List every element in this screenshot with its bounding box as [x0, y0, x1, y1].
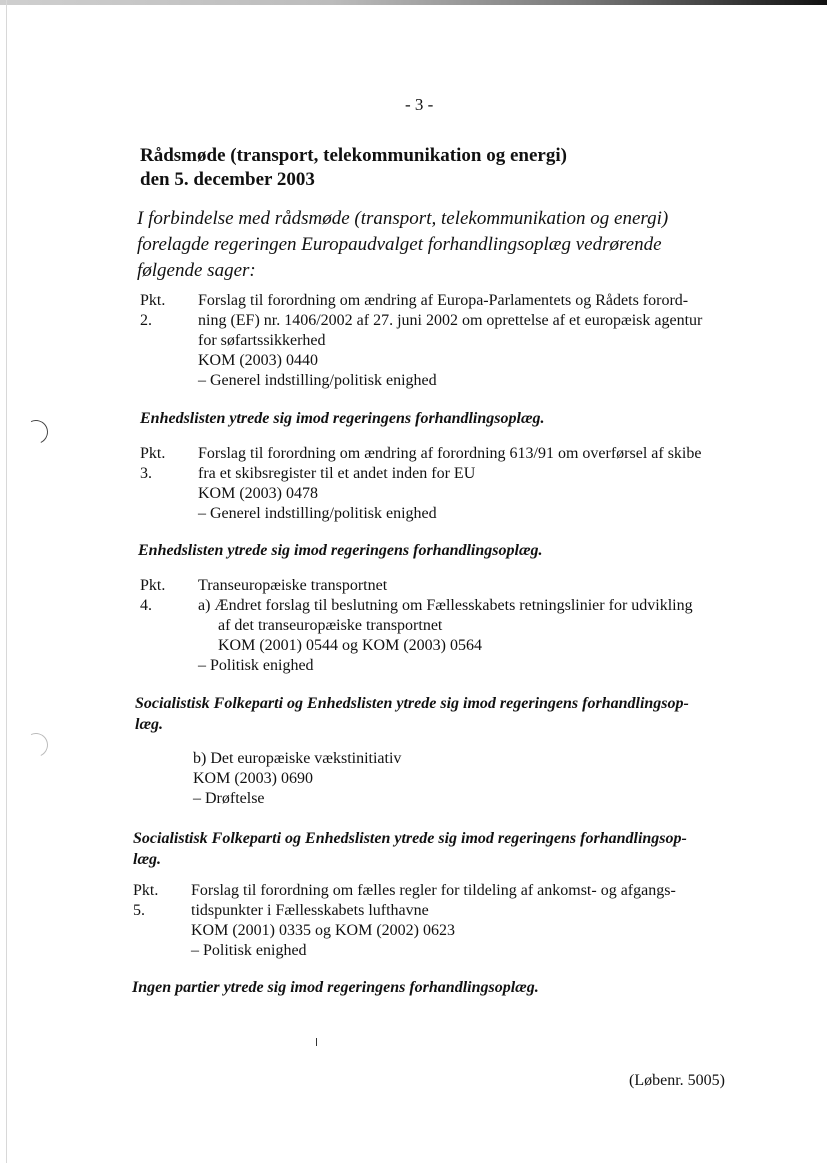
item-line: KOM (2001) 0544 og KOM (2003) 0564	[218, 637, 482, 654]
item-line: Forslag til forordning om ændring af Europa-Parlamentets og Rådets forord-	[198, 292, 689, 309]
party-statement	[133, 828, 687, 870]
statement-line: læg.	[135, 716, 163, 733]
item-label: Pkt. 5.	[133, 882, 159, 919]
page-heading	[140, 144, 567, 192]
item-label: Pkt. 3.	[140, 445, 166, 482]
item-body	[198, 444, 701, 524]
intro-line: forelagde regeringen Europaudvalget forhandlingsoplæg vedrørende	[137, 234, 662, 255]
item-line: KOM (2003) 0440	[198, 352, 318, 369]
item-line: KOM (2001) 0335 og KOM (2002) 0623	[191, 922, 455, 939]
item-label: Pkt. 2.	[140, 292, 166, 329]
item-line: – Politisk enighed	[191, 942, 307, 959]
scan-top-edge	[0, 0, 827, 5]
item-body	[191, 881, 676, 961]
intro-line: I forbindelse med rådsmøde (transport, telekommunikation og energi)	[137, 208, 669, 229]
item-body	[198, 291, 702, 391]
party-statement: Enhedslisten ytrede sig imod regeringens forhandlingsoplæg.	[140, 410, 545, 427]
party-statement: Enhedslisten ytrede sig imod regeringens forhandlingsoplæg.	[138, 542, 543, 559]
serial-number: (Løbenr. 5005)	[629, 1072, 725, 1089]
item-line: Forslag til forordning om fælles regler for tildeling af ankomst- og afgangs-	[191, 882, 676, 899]
scan-left-edge	[6, 0, 7, 1163]
heading-line: Rådsmøde (transport, telekommunikation og energi)	[140, 145, 567, 166]
statement-line: Socialistisk Folkeparti og Enhedslisten ytrede sig imod regeringens forhandlingsop-	[135, 695, 689, 712]
intro-line: følgende sager:	[137, 260, 256, 281]
party-statement: Ingen partier ytrede sig imod regeringens forhandlingsoplæg.	[132, 979, 539, 996]
statement-line: Socialistisk Folkeparti og Enhedslisten ytrede sig imod regeringens forhandlingsop-	[133, 830, 687, 847]
punch-hole-mark	[21, 417, 52, 448]
item-line: Forslag til forordning om ændring af forordning 613/91 om overførsel af skibe	[198, 445, 702, 462]
item-line: b) Det europæiske vækstinitiativ	[193, 750, 402, 767]
item-line: for søfartssikkerhed	[198, 332, 326, 349]
item-line: – Drøftelse	[193, 790, 265, 807]
sub-item-a	[198, 596, 693, 676]
item-line: tidspunkter i Fællesskabets lufthavne	[191, 902, 429, 919]
scan-speck	[316, 1038, 317, 1046]
item-line: ning (EF) nr. 1406/2002 af 27. juni 2002 om oprettelse af et europæisk agentur	[198, 312, 703, 329]
item-line: – Generel indstilling/politisk enighed	[198, 372, 437, 389]
item-line: – Politisk enighed	[198, 657, 314, 674]
item-label: Pkt. 4.	[140, 577, 166, 614]
item-line: fra et skibsregister til et andet inden for EU	[198, 465, 476, 482]
intro-paragraph	[137, 206, 668, 284]
item-line: – Generel indstilling/politisk enighed	[198, 505, 437, 522]
heading-line: den 5. december 2003	[140, 169, 315, 190]
item-line: a) Ændret forslag til beslutning om Fællesskabets retningslinier for udvikling	[198, 597, 693, 614]
item-title: Transeuropæiske transportnet	[198, 577, 388, 594]
item-line: KOM (2003) 0478	[198, 485, 318, 502]
party-statement	[135, 693, 689, 735]
sub-item-b	[193, 749, 401, 809]
item-line: KOM (2003) 0690	[193, 770, 313, 787]
statement-line: læg.	[133, 851, 161, 868]
item-body	[198, 576, 693, 676]
item-line: af det transeuropæiske transportnet	[218, 617, 443, 634]
page-number: - 3 -	[405, 95, 434, 114]
punch-hole-mark	[21, 730, 52, 761]
